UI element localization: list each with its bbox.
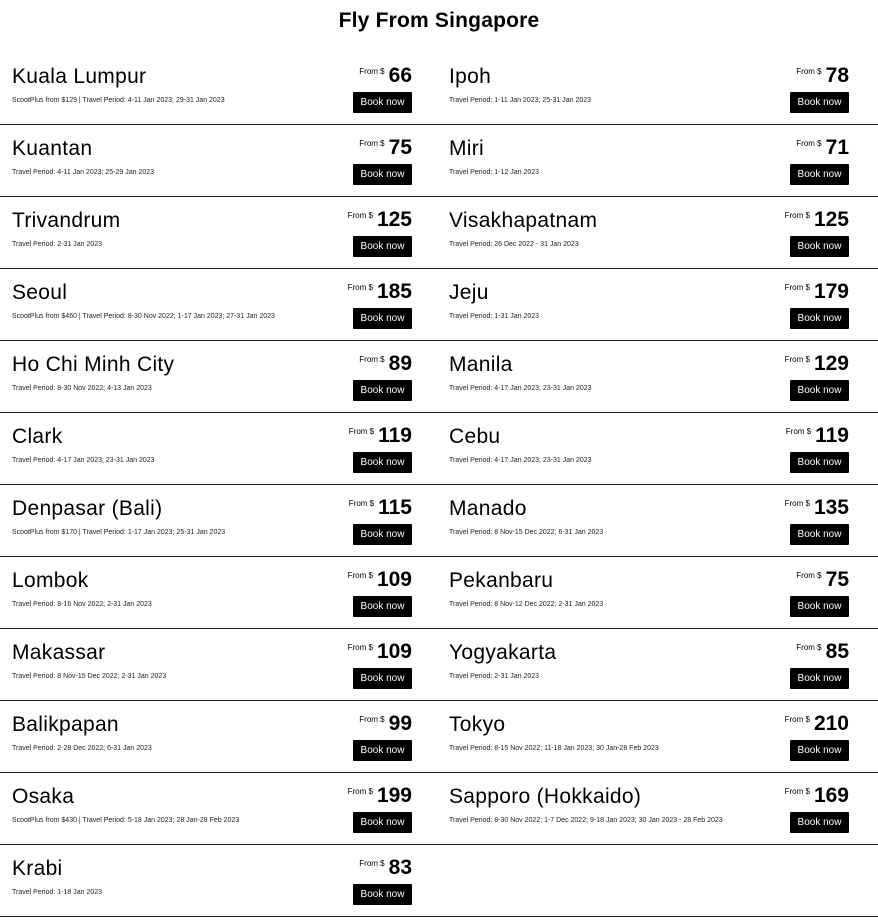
price-amount: 99: [388, 712, 412, 735]
destination-city: Miri: [449, 137, 485, 160]
travel-period-details: Travel Period: 8-30 Nov 2022; 4-13 Jan 2023: [12, 385, 152, 392]
destination-grid: [0, 53, 878, 917]
price: [348, 783, 412, 809]
from-label: From $: [359, 67, 385, 76]
destination-card: [0, 485, 420, 556]
travel-period-details: Travel Period: 8-30 Nov 2022; 1-7 Dec 2022; 9-18 Jan 2023; 30 Jan 2023 - 28 Feb 2023: [449, 817, 723, 824]
book-now-button[interactable]: Book now: [790, 740, 849, 761]
destination-card: [437, 53, 857, 124]
price: [348, 279, 412, 305]
price-amount: 119: [815, 424, 849, 447]
book-now-button[interactable]: Book now: [353, 92, 412, 113]
price: [359, 63, 412, 89]
price-amount: 129: [813, 352, 849, 375]
price: [786, 423, 849, 449]
destination-card: [0, 125, 420, 196]
travel-period-details: Travel Period: 1-18 Jan 2023: [12, 889, 103, 896]
destination-row: [0, 125, 878, 197]
destination-row: [0, 773, 878, 845]
price: [348, 567, 412, 593]
destination-city: Manila: [449, 353, 513, 376]
destination-city: Kuala Lumpur: [12, 65, 147, 88]
destination-city: Jeju: [449, 281, 489, 304]
book-now-button[interactable]: Book now: [790, 164, 849, 185]
destination-city: Kuantan: [12, 137, 93, 160]
travel-period-details: ScootPlus from $430 | Travel Period: 5-18 Jan 2023; 28 Jan-28 Feb 2023: [12, 817, 240, 824]
travel-period-details: ScootPlus from $170 | Travel Period: 1-17 Jan 2023; 25-31 Jan 2023: [12, 529, 226, 536]
book-now-button[interactable]: Book now: [790, 380, 849, 401]
price-amount: 89: [388, 352, 412, 375]
destination-row: [0, 485, 878, 557]
book-now-button[interactable]: Book now: [790, 92, 849, 113]
destination-card: [0, 629, 420, 700]
travel-period-details: Travel Period: 4-17 Jan 2023; 23-31 Jan 2023: [449, 457, 592, 464]
book-now-button[interactable]: Book now: [353, 236, 412, 257]
page-title: Fly From Singapore: [338, 9, 540, 32]
destination-city: Yogyakarta: [449, 641, 557, 664]
price: [785, 351, 849, 377]
from-label: From $: [347, 211, 373, 220]
price: [796, 567, 849, 593]
price-amount: 78: [825, 64, 849, 87]
book-now-button[interactable]: Book now: [353, 380, 412, 401]
price: [796, 63, 849, 89]
price: [785, 711, 849, 737]
destination-card: [437, 413, 857, 484]
from-label: From $: [347, 283, 373, 292]
destination-card: [437, 701, 857, 772]
price-amount: 75: [825, 568, 849, 591]
price-amount: 169: [813, 784, 849, 807]
travel-period-details: Travel Period: 2-31 Jan 2023: [12, 241, 103, 248]
destination-city: Lombok: [12, 569, 89, 592]
price: [349, 423, 412, 449]
price-amount: 125: [376, 208, 412, 231]
price: [796, 639, 849, 665]
price: [348, 639, 412, 665]
destination-card: [0, 845, 420, 916]
from-label: From $: [359, 715, 385, 724]
from-label: From $: [347, 787, 373, 796]
price: [348, 207, 412, 233]
destination-row: [0, 413, 878, 485]
destination-city: Trivandrum: [12, 209, 121, 232]
price-amount: 179: [813, 280, 849, 303]
from-label: From $: [347, 571, 373, 580]
price-amount: 75: [388, 136, 412, 159]
travel-period-details: ScootPlus from $460 | Travel Period: 8-30 Nov 2022; 1-17 Jan 2023; 27-31 Jan 2023: [12, 313, 275, 320]
destination-row: [0, 341, 878, 413]
book-now-button[interactable]: Book now: [353, 164, 412, 185]
destination-city: Manado: [449, 497, 527, 520]
from-label: From $: [359, 355, 385, 364]
destination-city: Pekanbaru: [449, 569, 554, 592]
book-now-button[interactable]: Book now: [353, 740, 412, 761]
destination-city: Denpasar (Bali): [12, 497, 163, 520]
travel-period-details: Travel Period: 8 Nov-12 Dec 2022; 2-31 Jan 2023: [449, 601, 604, 608]
from-label: From $: [784, 787, 810, 796]
price-amount: 119: [378, 424, 412, 447]
from-label: From $: [796, 571, 822, 580]
price-amount: 83: [388, 856, 412, 879]
destination-city: Osaka: [12, 785, 75, 808]
from-label: From $: [347, 643, 373, 652]
price: [785, 783, 849, 809]
travel-period-details: Travel Period: 4-11 Jan 2023; 25-29 Jan 2023: [12, 169, 155, 176]
destination-city: Makassar: [12, 641, 106, 664]
destination-card: [437, 485, 857, 556]
destination-card: [0, 557, 420, 628]
travel-period-details: Travel Period: 1-31 Jan 2023: [449, 313, 540, 320]
from-label: From $: [784, 211, 810, 220]
destination-card: [437, 197, 857, 268]
travel-period-details: Travel Period: 26 Dec 2022 - 31 Jan 2023: [449, 241, 579, 248]
book-now-button[interactable]: Book now: [790, 596, 849, 617]
destination-city: Ipoh: [449, 65, 492, 88]
travel-period-details: Travel Period: 4-17 Jan 2023; 23-31 Jan 2023: [449, 385, 592, 392]
book-now-button[interactable]: Book now: [790, 668, 849, 689]
from-label: From $: [796, 643, 822, 652]
price: [785, 279, 849, 305]
price-amount: 115: [378, 496, 412, 519]
destination-card: [0, 701, 420, 772]
destination-city: Sapporo (Hokkaido): [449, 785, 642, 808]
destination-card: [0, 341, 420, 412]
destination-card: [437, 125, 857, 196]
destination-card: [437, 773, 857, 844]
destination-city: Ho Chi Minh City: [12, 353, 175, 376]
destination-row: [0, 269, 878, 341]
from-label: From $: [784, 283, 810, 292]
travel-period-details: Travel Period: 4-17 Jan 2023; 23-31 Jan 2023: [12, 457, 155, 464]
price: [359, 351, 412, 377]
travel-period-details: Travel Period: 2-28 Dec 2022; 6-31 Jan 2023: [12, 745, 152, 752]
destination-card: [437, 629, 857, 700]
destination-card: [0, 53, 420, 124]
book-now-button[interactable]: Book now: [353, 884, 412, 905]
from-label: From $: [784, 355, 810, 364]
destination-card: [0, 269, 420, 340]
book-now-button[interactable]: Book now: [790, 452, 849, 473]
travel-period-details: Travel Period: 2-31 Jan 2023: [449, 673, 540, 680]
price-amount: 210: [813, 712, 849, 735]
book-now-button[interactable]: Book now: [790, 812, 849, 833]
price-amount: 85: [825, 640, 849, 663]
book-now-button[interactable]: Book now: [353, 668, 412, 689]
travel-period-details: Travel Period: 8-15 Nov 2022; 11-18 Jan 2023; 30 Jan-28 Feb 2023: [449, 745, 659, 752]
destination-card: [0, 773, 420, 844]
destination-card: [437, 269, 857, 340]
from-label: From $: [784, 499, 810, 508]
from-label: From $: [784, 715, 810, 724]
price-amount: 185: [376, 280, 412, 303]
price-amount: 66: [388, 64, 412, 87]
from-label: From $: [796, 139, 822, 148]
book-now-button[interactable]: Book now: [790, 236, 849, 257]
from-label: From $: [785, 427, 812, 436]
price-amount: 125: [813, 208, 849, 231]
travel-period-details: Travel Period: 8 Nov-15 Dec 2022; 6-31 Jan 2023: [449, 529, 604, 536]
travel-period-details: Travel Period: 1-11 Jan 2023; 25-31 Jan 2023: [449, 97, 592, 104]
travel-period-details: Travel Period: 8-16 Nov 2022; 2-31 Jan 2023: [12, 601, 152, 608]
price: [359, 855, 412, 881]
book-now-button[interactable]: Book now: [790, 308, 849, 329]
travel-period-details: ScootPlus from $129 | Travel Period: 4-11 Jan 2023; 29-31 Jan 2023: [12, 97, 225, 104]
price: [796, 135, 849, 161]
destination-row: [0, 557, 878, 629]
destination-city: Krabi: [12, 857, 63, 880]
book-now-button[interactable]: Book now: [353, 452, 412, 473]
book-now-button[interactable]: Book now: [353, 524, 412, 545]
book-now-button[interactable]: Book now: [353, 308, 412, 329]
destination-card: [437, 341, 857, 412]
destination-city: Clark: [12, 425, 63, 448]
from-label: From $: [359, 139, 385, 148]
destination-row: [0, 845, 878, 917]
destination-city: Cebu: [449, 425, 501, 448]
destination-card: [437, 557, 857, 628]
from-label: From $: [359, 859, 385, 868]
price: [349, 495, 412, 521]
destination-city: Visakhapatnam: [449, 209, 598, 232]
book-now-button[interactable]: Book now: [353, 596, 412, 617]
travel-period-details: Travel Period: 8 Nov-15 Dec 2022; 2-31 Jan 2023: [12, 673, 167, 680]
book-now-button[interactable]: Book now: [790, 524, 849, 545]
travel-period-details: Travel Period: 1-12 Jan 2023: [449, 169, 540, 176]
destination-city: Balikpapan: [12, 713, 119, 736]
price-amount: 135: [813, 496, 849, 519]
destination-row: [0, 701, 878, 773]
destination-card: [0, 197, 420, 268]
from-label: From $: [796, 67, 822, 76]
book-now-button[interactable]: Book now: [353, 812, 412, 833]
price: [785, 495, 849, 521]
destination-row: [0, 629, 878, 701]
price-amount: 109: [376, 568, 412, 591]
from-label: From $: [348, 427, 375, 436]
destination-card: [0, 413, 420, 484]
destination-row: [0, 53, 878, 125]
destination-city: Seoul: [12, 281, 68, 304]
price: [359, 135, 412, 161]
from-label: From $: [348, 499, 375, 508]
price-amount: 71: [825, 136, 849, 159]
destination-row: [0, 197, 878, 269]
destination-city: Tokyo: [449, 713, 506, 736]
price: [359, 711, 412, 737]
price-amount: 199: [376, 784, 412, 807]
price-amount: 109: [376, 640, 412, 663]
price: [785, 207, 849, 233]
